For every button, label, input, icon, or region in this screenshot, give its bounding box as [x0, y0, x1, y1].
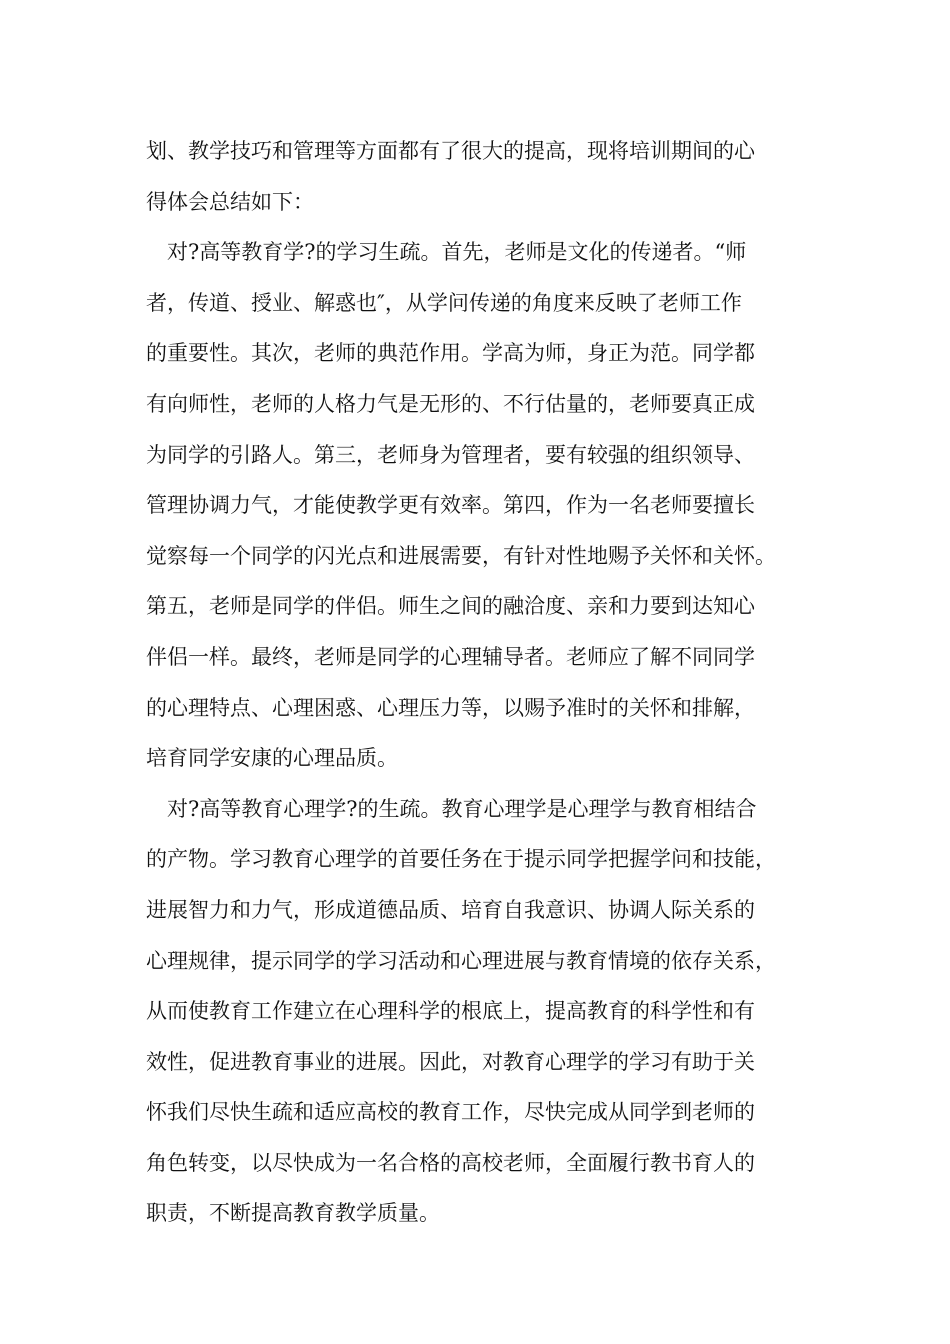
text-line: 伴侣一样。最终，老师是同学的心理辅导者。老师应了解不同同学 [146, 644, 755, 669]
paragraph-start-line: 对?高等教育心理学?的生疏。教育心理学是心理学与教育相结合 [167, 796, 757, 821]
text-line: 的重要性。其次，老师的典范作用。学高为师，身正为范。同学都 [146, 341, 755, 366]
text-line: 者，传道、授业、解惑也″，从学问传递的角度来反映了老师工作 [146, 290, 742, 315]
paragraph-start-line: 对?高等教育学?的学习生疏。首先，老师是文化的传递者。“师 [167, 240, 747, 265]
text-line: 从而使教育工作建立在心理科学的根底上，提高教育的科学性和有 [146, 999, 755, 1024]
document-body [146, 126, 826, 1239]
text-line: 第五，老师是同学的伴侣。师生之间的融洽度、亲和力要到达知心 [146, 594, 755, 619]
text-line: 的心理特点、心理困惑、心理压力等，以赐予准时的关怀和排解， [146, 695, 755, 720]
text-line: 觉察每一个同学的闪光点和进展需要，有针对性地赐予关怀和关怀。 [146, 543, 776, 568]
text-line: 进展智力和力气，形成道德品质、培育自我意识、协调人际关系的 [146, 897, 755, 922]
text-line: 的产物。学习教育心理学的首要任务在于提示同学把握学问和技能， [146, 847, 776, 872]
text-line: 心理规律，提示同学的学习活动和心理进展与教育情境的依存关系， [146, 948, 776, 973]
text-line: 管理协调力气，才能使教学更有效率。第四，作为一名老师要擅长 [146, 493, 755, 518]
text-line: 角色转变，以尽快成为一名合格的高校老师，全面履行教书育人的 [146, 1150, 755, 1175]
text-line: 效性，促进教育事业的进展。因此，对教育心理学的学习有助于关 [146, 1049, 755, 1074]
text-line: 划、教学技巧和管理等方面都有了很大的提高，现将培训期间的心 [146, 139, 755, 163]
text-line: 得体会总结如下： [146, 189, 314, 214]
text-line: 培育同学安康的心理品质。 [146, 746, 398, 771]
text-line: 有向师性，老师的人格力气是无形的、不行估量的，老师要真正成 [146, 391, 755, 416]
text-line: 怀我们尽快生疏和适应高校的教育工作，尽快完成从同学到老师的 [146, 1100, 755, 1125]
text-line: 为同学的引路人。第三，老师身为管理者，要有较强的组织领导、 [146, 442, 755, 467]
text-line: 职责，不断提高教育教学质量。 [146, 1201, 440, 1226]
